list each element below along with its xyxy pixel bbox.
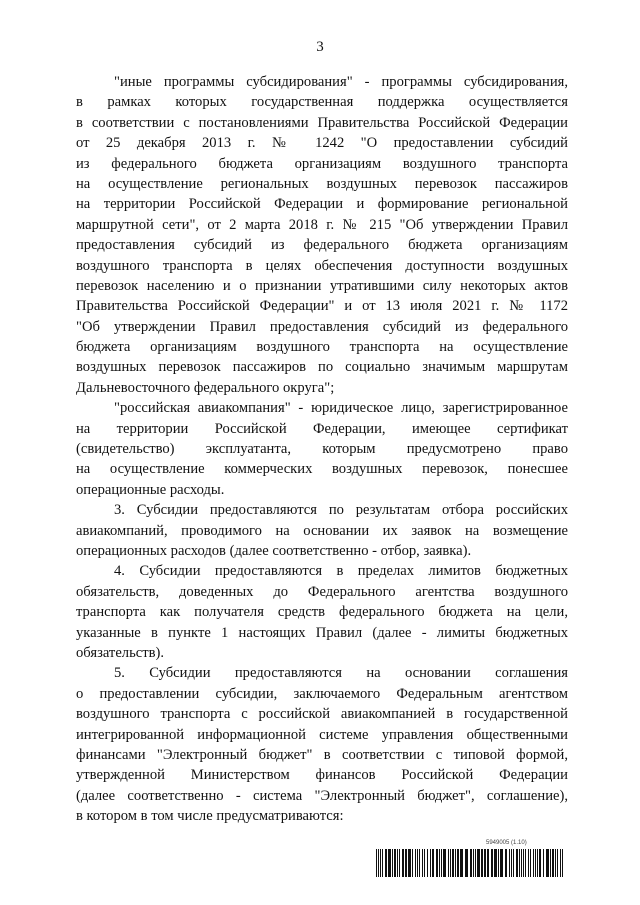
text-line: "российская авиакомпания" - юридическое лицо, зарегистрированное xyxy=(114,400,568,417)
text-line: маршрутной сети", от 2 марта 2018 г. № 215 "Об утверждении Правил xyxy=(76,216,568,233)
document-body xyxy=(76,72,568,826)
text-line: финансами "Электронный бюджет" в соответствии с типовой формой, xyxy=(76,746,568,763)
text-line: в соответствии с постановлениями Правительства Российской Федерации xyxy=(76,114,568,131)
text-line: авиакомпаний, проводимого на основании их заявок на возмещение xyxy=(76,522,568,539)
page-number: 3 xyxy=(316,39,324,55)
text-line: предоставления субсидий из федерального бюджета организациям xyxy=(76,237,568,254)
barcode-bar xyxy=(539,849,541,877)
barcode-bar xyxy=(422,849,423,877)
text-line: интегрированной информационной системе управления общественными xyxy=(76,726,568,743)
barcode-bar xyxy=(557,849,558,877)
barcode-bar xyxy=(491,849,493,877)
text-line: операционные расходы. xyxy=(76,481,225,498)
barcode-bar xyxy=(498,849,499,877)
barcode-bar xyxy=(399,849,400,877)
barcode-bar xyxy=(484,849,486,877)
barcode-bar xyxy=(487,849,489,877)
barcode-bar xyxy=(537,849,538,877)
barcode-bar xyxy=(450,849,451,877)
barcode-bar xyxy=(516,849,518,877)
barcode-bar xyxy=(477,849,480,877)
barcode-bar xyxy=(528,849,529,877)
text-line: Дальневосточного федерального округа"; xyxy=(76,379,335,396)
text-line: утвержденной Министерством финансов Российской Федерации xyxy=(76,767,568,784)
text-line: на осуществление региональных воздушных перевозок пассажиров xyxy=(76,175,568,192)
text-line: бюджета организациям воздушного транспорта на осуществление xyxy=(76,339,568,356)
barcode-bar xyxy=(511,849,512,877)
barcode-bar xyxy=(465,849,468,877)
text-line: воздушных перевозок пассажиров по социально значимым маршрутам xyxy=(76,359,568,376)
barcode-bar xyxy=(448,849,449,877)
barcode-bar xyxy=(470,849,472,877)
barcode-bar xyxy=(436,849,438,877)
text-line: транспорта как получателя средств федерального бюджета на цели, xyxy=(76,604,568,621)
barcode-bar xyxy=(385,849,387,877)
barcode-bar xyxy=(380,849,381,877)
barcode-bar xyxy=(392,849,393,877)
text-line: указанные в пункте 1 настоящих Правил (далее - лимиты бюджетных xyxy=(76,624,568,641)
text-line: операционных расходов (далее соответственно - отбор, заявка). xyxy=(76,542,472,559)
barcode-bar xyxy=(513,849,514,877)
text-line: 4. Субсидии предоставляются в пределах лимитов бюджетных xyxy=(114,563,568,580)
barcode-bar xyxy=(500,849,503,877)
barcode-bar xyxy=(505,849,507,877)
text-line: "Об утверждении Правил предоставления субсидий из федерального xyxy=(76,318,568,335)
barcode-bar xyxy=(457,849,459,877)
barcode-bar xyxy=(402,849,404,877)
barcode-image xyxy=(376,849,566,877)
barcode-bar xyxy=(424,849,425,877)
barcode-bar xyxy=(562,849,563,877)
text-line: 3. Субсидии предоставляются по результатам отбора российских xyxy=(114,502,568,519)
barcode-bar xyxy=(430,849,431,877)
text-line: воздушного транспорта с российской авиакомпанией в государственной xyxy=(76,706,568,723)
text-line: воздушного транспорта в целях обеспечения доступности воздушных xyxy=(76,257,568,274)
text-line: (свидетельство) эксплуатанта, которым предусмотрено право xyxy=(76,441,568,458)
barcode-bar xyxy=(519,849,520,877)
barcode-bar xyxy=(455,849,456,877)
barcode-bar xyxy=(408,849,411,877)
barcode-bar xyxy=(475,849,476,877)
barcode-bar xyxy=(509,849,510,877)
barcode-bar xyxy=(376,849,377,877)
barcode-bar xyxy=(525,849,526,877)
barcode-bar xyxy=(560,849,561,877)
text-line: о предоставлении субсидии, заключаемого Федеральным агентством xyxy=(76,685,568,702)
barcode-bar xyxy=(521,849,522,877)
text-line: обязательств, доведенных до Федерального агентства воздушного xyxy=(76,583,568,600)
barcode-bar xyxy=(543,849,544,877)
text-line: от 25 декабря 2013 г. № 1242 "О предоставлении субсидий xyxy=(76,135,568,152)
barcode-bar xyxy=(419,849,420,877)
text-line: Правительства Российской Федерации" и от 13 июля 2021 г. № 1172 xyxy=(76,298,568,315)
barcode-label: 5949005 (1.10) xyxy=(486,840,527,846)
barcode-bar xyxy=(415,849,416,877)
barcode-bar xyxy=(473,849,474,877)
barcode-bar xyxy=(394,849,396,877)
text-line: на территории Российской Федерации, имеющее сертификат xyxy=(76,420,568,437)
barcode-bar xyxy=(452,849,454,877)
text-line: в котором в том числе предусматриваются: xyxy=(76,808,344,825)
barcode-bar xyxy=(432,849,434,877)
barcode-bar xyxy=(417,849,418,877)
barcode-bar xyxy=(439,849,440,877)
barcode-bar xyxy=(550,849,551,877)
text-line: обязательств). xyxy=(76,644,164,661)
text-line: "иные программы субсидирования" - программы субсидирования, xyxy=(114,74,568,90)
barcode-bar xyxy=(443,849,446,877)
barcode-bar xyxy=(460,849,463,877)
text-line: 5. Субсидии предоставляются на основании соглашения xyxy=(114,665,568,682)
barcode-bar xyxy=(481,849,483,877)
barcode-bar xyxy=(533,849,534,877)
text-line: из федерального бюджета организациям воздушного транспорта xyxy=(76,155,568,172)
text-line: на территории Российской Федерации и формирование региональной xyxy=(76,196,568,213)
barcode-bar xyxy=(388,849,391,877)
barcode-bar xyxy=(405,849,407,877)
barcode-bar xyxy=(397,849,398,877)
text-line: в рамках которых государственная поддержка осуществляется xyxy=(76,94,568,111)
barcode-bar xyxy=(552,849,554,877)
barcode-bar xyxy=(441,849,442,877)
barcode-bar xyxy=(412,849,413,877)
barcode-bar xyxy=(494,849,497,877)
barcode-bar xyxy=(427,849,428,877)
text-line: на осуществление коммерческих воздушных перевозок, понесшее xyxy=(76,461,568,478)
text-line: (далее соответственно - система "Электронный бюджет", соглашение), xyxy=(76,787,568,804)
barcode-bar xyxy=(523,849,524,877)
text-line: перевозок населению и о признании утратившими силу некоторых актов xyxy=(76,277,568,294)
barcode-bar xyxy=(555,849,556,877)
barcode-bar xyxy=(378,849,379,877)
barcode-bar xyxy=(546,849,549,877)
barcode-bar xyxy=(535,849,536,877)
barcode-bar xyxy=(382,849,383,877)
barcode-bar xyxy=(530,849,531,877)
